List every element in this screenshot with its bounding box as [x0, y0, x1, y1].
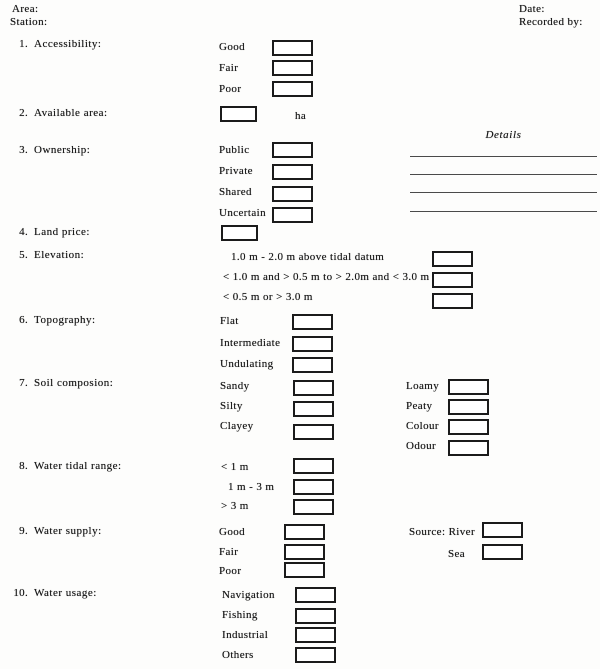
item-label: Ownership:	[34, 144, 91, 156]
area-label: Area:	[12, 3, 39, 15]
soil-odour-checkbox[interactable]	[448, 440, 489, 456]
source-river-checkbox[interactable]	[482, 522, 523, 538]
item-number: 5.	[19, 249, 28, 261]
item-label: Water tidal range:	[34, 460, 122, 472]
option-label-good: Good	[219, 41, 246, 53]
land-price-input-box[interactable]	[221, 225, 258, 241]
tidal-range-option-2-checkbox[interactable]	[293, 479, 334, 495]
option-label-peaty: Peaty	[406, 400, 433, 412]
option-label-poor: Poor	[219, 565, 242, 577]
option-label-intermediate: Intermediate	[220, 337, 281, 349]
option-label-private: Private	[219, 165, 253, 177]
option-label-loamy: Loamy	[406, 380, 440, 392]
ownership-uncertain-checkbox[interactable]	[272, 207, 313, 223]
topography-flat-checkbox[interactable]	[292, 314, 333, 330]
item-topography	[12, 314, 96, 326]
option-label-shared: Shared	[219, 186, 252, 198]
source-sea-checkbox[interactable]	[482, 544, 523, 560]
water-usage-navigation-checkbox[interactable]	[295, 587, 336, 603]
accessibility-good-checkbox[interactable]	[272, 40, 313, 56]
option-label-industrial: Industrial	[222, 629, 269, 641]
option-label-fair: Fair	[219, 546, 239, 558]
accessibility-poor-checkbox[interactable]	[272, 81, 313, 97]
item-label: Water supply:	[34, 525, 102, 537]
details-line[interactable]	[410, 211, 597, 212]
source-river-row	[409, 526, 475, 538]
item-water-tidal-range	[12, 460, 122, 472]
option-label-flat: Flat	[220, 315, 239, 327]
option-label-silty: Silty	[220, 400, 243, 412]
soil-clayey-checkbox[interactable]	[293, 424, 334, 440]
soil-silty-checkbox[interactable]	[293, 401, 334, 417]
item-label: Land price:	[34, 226, 90, 238]
details-line[interactable]	[410, 174, 597, 175]
elevation-option-2-label: < 1.0 m and > 0.5 m to > 2.0m and < 3.0 m	[223, 271, 430, 283]
item-accessibility	[12, 38, 102, 50]
item-number: 10.	[13, 587, 28, 599]
item-number: 6.	[19, 314, 28, 326]
option-label-good: Good	[219, 526, 246, 538]
option-label-public: Public	[219, 144, 250, 156]
topography-undulating-checkbox[interactable]	[292, 357, 333, 373]
item-label: Elevation:	[34, 249, 85, 261]
item-water-supply	[12, 525, 102, 537]
item-soil-composition	[12, 377, 113, 389]
option-label-sea: Sea	[448, 548, 466, 560]
elevation-option-1-checkbox[interactable]	[432, 251, 473, 267]
tidal-range-option-3-checkbox[interactable]	[293, 499, 334, 515]
ownership-private-checkbox[interactable]	[272, 164, 313, 180]
water-usage-industrial-checkbox[interactable]	[295, 627, 336, 643]
option-label-river: River	[448, 526, 476, 538]
item-elevation	[12, 249, 84, 261]
date-label: Date:	[519, 3, 545, 15]
ownership-shared-checkbox[interactable]	[272, 186, 313, 202]
soil-sandy-checkbox[interactable]	[293, 380, 334, 396]
item-label: Accessibility:	[34, 38, 102, 50]
item-number: 8.	[19, 460, 28, 472]
soil-loamy-checkbox[interactable]	[448, 379, 489, 395]
item-ownership	[12, 144, 90, 156]
item-label: Available area:	[34, 107, 108, 119]
option-label-fishing: Fishing	[222, 609, 258, 621]
option-label-clayey: Clayey	[220, 420, 254, 432]
item-number: 1.	[19, 38, 28, 50]
option-label-colour: Colour	[406, 420, 439, 432]
item-water-usage	[12, 587, 97, 599]
elevation-option-3-label: < 0.5 m or > 3.0 m	[223, 291, 313, 303]
option-label-undulating: Undulating	[220, 358, 274, 370]
item-number: 2.	[19, 107, 28, 119]
available-area-input-box[interactable]	[220, 106, 257, 122]
item-number: 3.	[19, 144, 28, 156]
hectare-unit-label: ha	[295, 110, 307, 122]
option-label-odour: Odour	[406, 440, 437, 452]
option-label-fair: Fair	[219, 62, 239, 74]
item-land-price	[12, 226, 90, 238]
ownership-public-checkbox[interactable]	[272, 142, 313, 158]
station-label: Station:	[10, 16, 48, 28]
soil-peaty-checkbox[interactable]	[448, 399, 489, 415]
item-available-area	[12, 107, 108, 119]
item-label: Water usage:	[34, 587, 97, 599]
elevation-option-1-label: 1.0 m - 2.0 m above tidal datum	[231, 251, 385, 263]
tidal-range-option-1-checkbox[interactable]	[293, 458, 334, 474]
water-supply-good-checkbox[interactable]	[284, 524, 325, 540]
source-label: Source:	[409, 526, 446, 538]
item-number: 9.	[19, 525, 28, 537]
option-label-sandy: Sandy	[220, 380, 250, 392]
option-label-uncertain: Uncertain	[219, 207, 266, 219]
water-supply-fair-checkbox[interactable]	[284, 544, 325, 560]
item-label: Topography:	[34, 314, 96, 326]
water-usage-fishing-checkbox[interactable]	[295, 608, 336, 624]
accessibility-fair-checkbox[interactable]	[272, 60, 313, 76]
water-usage-others-checkbox[interactable]	[295, 647, 336, 663]
option-label-others: Others	[222, 649, 254, 661]
tidal-range-option-3-label: > 3 m	[221, 500, 249, 512]
item-label: Soil composion:	[34, 377, 114, 389]
soil-colour-checkbox[interactable]	[448, 419, 489, 435]
item-number: 4.	[19, 226, 28, 238]
elevation-option-2-checkbox[interactable]	[432, 272, 473, 288]
tidal-range-option-2-label: 1 m - 3 m	[228, 481, 275, 493]
details-line[interactable]	[410, 156, 597, 157]
item-number: 7.	[19, 377, 28, 389]
water-supply-poor-checkbox[interactable]	[284, 562, 325, 578]
elevation-option-3-checkbox[interactable]	[432, 293, 473, 309]
tidal-range-option-1-label: < 1 m	[221, 461, 249, 473]
details-line[interactable]	[410, 192, 597, 193]
option-label-navigation: Navigation	[222, 589, 275, 601]
details-heading: Details	[485, 129, 522, 141]
option-label-poor: Poor	[219, 83, 242, 95]
topography-intermediate-checkbox[interactable]	[292, 336, 333, 352]
recorded-by-label: Recorded by:	[519, 16, 583, 28]
